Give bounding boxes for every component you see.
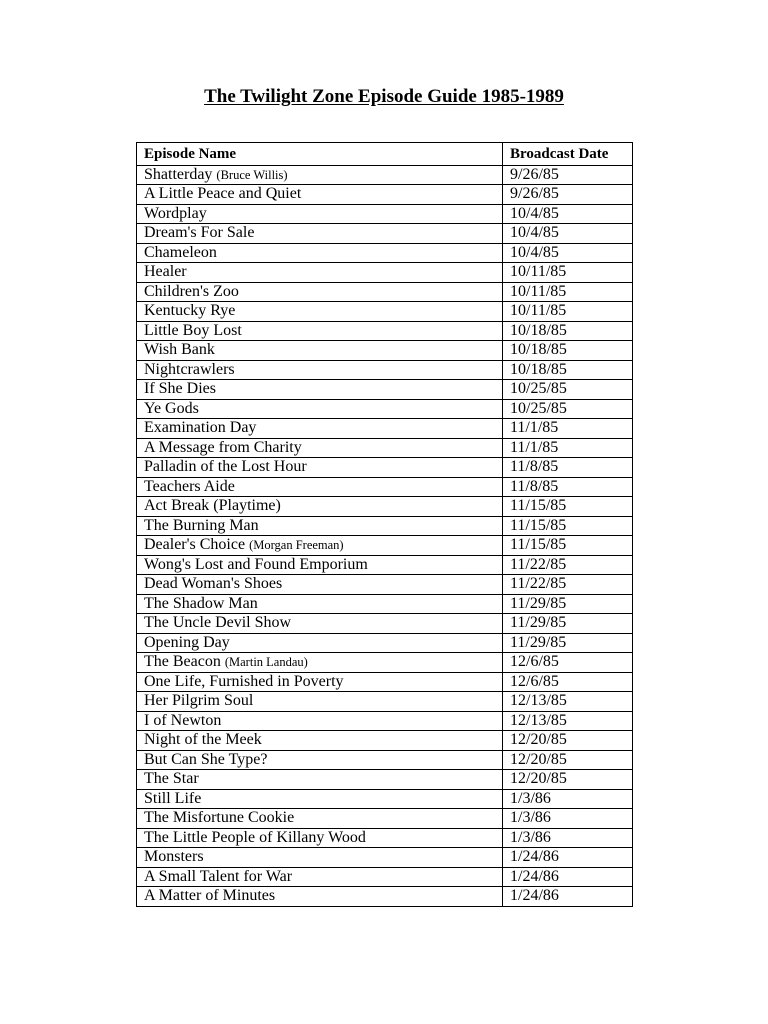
episode-name-cell [137, 380, 503, 400]
episode-name-cell [137, 516, 503, 536]
episode-name-cell [137, 848, 503, 868]
episode-name: Palladin of the Lost Hour [144, 458, 307, 475]
episode-name: Healer [144, 263, 187, 280]
episode-name: But Can She Type? [144, 750, 268, 768]
episode-name-cell [137, 653, 503, 673]
table-header-row [137, 143, 633, 166]
table-row [137, 555, 633, 575]
episode-name-cell [137, 614, 503, 634]
episode-name: Act Break (Playtime) [144, 497, 281, 514]
broadcast-date-cell: 1/3/86 [503, 789, 633, 809]
table-row [137, 692, 633, 712]
broadcast-date-cell: 11/15/85 [503, 516, 633, 536]
episode-name-cell [137, 497, 503, 517]
broadcast-date-cell: 11/8/85 [503, 477, 633, 497]
episode-name-cell [137, 165, 503, 185]
episode-name: A Matter of Minutes [144, 887, 276, 904]
episode-name: Ye Gods [144, 399, 199, 417]
table-row [137, 419, 633, 439]
episode-name: The Beacon [144, 653, 221, 670]
table-row [137, 516, 633, 536]
header-episode-name: Episode Name [137, 143, 503, 166]
broadcast-date-cell: 9/26/85 [503, 185, 633, 205]
episode-name: The Uncle Devil Show [144, 614, 292, 631]
episode-name-cell [137, 672, 503, 692]
episode-name: The Star [144, 770, 199, 787]
broadcast-date-cell: 10/18/85 [503, 360, 633, 380]
broadcast-date-cell: 1/24/86 [503, 848, 633, 868]
episode-name-cell [137, 633, 503, 653]
table-row [137, 399, 633, 419]
broadcast-date-cell: 11/8/85 [503, 458, 633, 478]
episode-name-cell [137, 770, 503, 790]
broadcast-date-cell: 10/11/85 [503, 282, 633, 302]
table-row [137, 887, 633, 907]
broadcast-date-cell: 1/24/86 [503, 867, 633, 887]
episode-name: A Little Peace and Quiet [144, 185, 302, 202]
episode-name-cell [137, 438, 503, 458]
episode-name: Monsters [144, 848, 204, 865]
table-row [137, 477, 633, 497]
broadcast-date-cell: 11/29/85 [503, 614, 633, 634]
broadcast-date-cell: 10/11/85 [503, 263, 633, 283]
broadcast-date-cell: 12/13/85 [503, 692, 633, 712]
episode-name: Nightcrawlers [144, 360, 235, 378]
episode-name: One Life, Furnished in Poverty [144, 672, 344, 690]
broadcast-date-cell: 11/1/85 [503, 419, 633, 439]
table-row [137, 614, 633, 634]
broadcast-date-cell: 1/3/86 [503, 809, 633, 829]
broadcast-date-cell: 11/22/85 [503, 575, 633, 595]
table-row [137, 789, 633, 809]
table-row [137, 731, 633, 751]
broadcast-date-cell: 11/15/85 [503, 497, 633, 517]
broadcast-date-cell: 11/1/85 [503, 438, 633, 458]
episode-name-cell [137, 399, 503, 419]
episode-name: Children's Zoo [144, 282, 239, 300]
episode-name-cell [137, 185, 503, 205]
broadcast-date-cell: 11/29/85 [503, 633, 633, 653]
table-row [137, 458, 633, 478]
table-row [137, 848, 633, 868]
table-row [137, 263, 633, 283]
broadcast-date-cell: 12/6/85 [503, 653, 633, 673]
table-row [137, 224, 633, 244]
table-row [137, 594, 633, 614]
table-row [137, 204, 633, 224]
broadcast-date-cell: 10/4/85 [503, 204, 633, 224]
episode-name-cell [137, 302, 503, 322]
episode-name-cell [137, 789, 503, 809]
broadcast-date-cell: 11/29/85 [503, 594, 633, 614]
table-row [137, 653, 633, 673]
table-row [137, 575, 633, 595]
episode-name: Wordplay [144, 204, 207, 222]
episode-name: The Burning Man [144, 516, 259, 534]
episode-name: Night of the Meek [144, 731, 262, 748]
table-row [137, 321, 633, 341]
table-row [137, 536, 633, 556]
broadcast-date-cell: 12/6/85 [503, 672, 633, 692]
broadcast-date-cell: 9/26/85 [503, 165, 633, 185]
episode-name: I of Newton [144, 711, 222, 729]
episode-name: Wong's Lost and Found Emporium [144, 555, 368, 573]
episode-name-cell [137, 477, 503, 497]
episode-name: The Misfortune Cookie [144, 809, 295, 826]
table-row [137, 672, 633, 692]
table-row [137, 497, 633, 517]
table-row [137, 380, 633, 400]
episode-name: Opening Day [144, 633, 230, 651]
episode-name: The Shadow Man [144, 594, 258, 612]
table-row [137, 438, 633, 458]
table-row [137, 828, 633, 848]
episode-name-cell [137, 867, 503, 887]
broadcast-date-cell: 12/13/85 [503, 711, 633, 731]
table-row [137, 165, 633, 185]
episode-name-cell [137, 575, 503, 595]
broadcast-date-cell: 10/18/85 [503, 321, 633, 341]
broadcast-date-cell: 10/11/85 [503, 302, 633, 322]
episode-name: A Message from Charity [144, 438, 302, 456]
episode-name: The Little People of Killany Wood [144, 828, 366, 846]
episode-name: A Small Talent for War [144, 867, 293, 885]
table-row [137, 750, 633, 770]
episode-name: Examination Day [144, 419, 257, 436]
episode-name-cell [137, 594, 503, 614]
episode-name-cell [137, 360, 503, 380]
episode-name: Little Boy Lost [144, 321, 242, 339]
episode-cast-note: (Martin Landau) [224, 655, 308, 669]
broadcast-date-cell: 1/3/86 [503, 828, 633, 848]
episode-name-cell [137, 750, 503, 770]
table-row [137, 360, 633, 380]
episode-name-cell [137, 321, 503, 341]
episode-name: Shatterday [144, 165, 213, 183]
episode-name: Still Life [144, 789, 202, 807]
episode-name-cell [137, 809, 503, 829]
episode-name-cell [137, 204, 503, 224]
episode-name: Chameleon [144, 243, 217, 261]
episode-name-cell [137, 282, 503, 302]
broadcast-date-cell: 10/25/85 [503, 380, 633, 400]
episode-name: If She Dies [144, 380, 216, 397]
episode-name: Dream's For Sale [144, 224, 255, 241]
table-row [137, 341, 633, 361]
episode-name-cell [137, 341, 503, 361]
broadcast-date-cell: 11/22/85 [503, 555, 633, 575]
broadcast-date-cell: 10/18/85 [503, 341, 633, 361]
episode-name: Wish Bank [144, 341, 215, 358]
broadcast-date-cell: 10/4/85 [503, 243, 633, 263]
episode-name-cell [137, 224, 503, 244]
episode-name-cell [137, 731, 503, 751]
episode-name-cell [137, 419, 503, 439]
episode-table [136, 142, 633, 907]
episode-cast-note: (Bruce Willis) [216, 167, 288, 182]
table-row [137, 282, 633, 302]
broadcast-date-cell: 10/25/85 [503, 399, 633, 419]
table-row [137, 711, 633, 731]
table-row [137, 809, 633, 829]
broadcast-date-cell: 12/20/85 [503, 731, 633, 751]
table-row [137, 302, 633, 322]
episode-name: Dead Woman's Shoes [144, 575, 283, 592]
table-row [137, 243, 633, 263]
broadcast-date-cell: 11/15/85 [503, 536, 633, 556]
header-broadcast-date: Broadcast Date [503, 143, 633, 166]
episode-name: Dealer's Choice [144, 536, 246, 553]
episode-rows [137, 165, 633, 906]
episode-name: Kentucky Rye [144, 302, 236, 319]
episode-cast-note: (Morgan Freeman) [249, 538, 344, 552]
episode-name: Her Pilgrim Soul [144, 692, 254, 709]
broadcast-date-cell: 1/24/86 [503, 887, 633, 907]
episode-name-cell [137, 692, 503, 712]
broadcast-date-cell: 10/4/85 [503, 224, 633, 244]
episode-name-cell [137, 887, 503, 907]
episode-name-cell [137, 711, 503, 731]
episode-name-cell [137, 263, 503, 283]
episode-name-cell [137, 536, 503, 556]
table-row [137, 185, 633, 205]
table-row [137, 867, 633, 887]
episode-name-cell [137, 555, 503, 575]
episode-name-cell [137, 458, 503, 478]
episode-name-cell [137, 243, 503, 263]
table-row [137, 770, 633, 790]
page-title: The Twilight Zone Episode Guide 1985-1989 [204, 86, 564, 107]
table-row [137, 633, 633, 653]
episode-name: Teachers Aide [144, 477, 235, 495]
broadcast-date-cell: 12/20/85 [503, 750, 633, 770]
episode-name-cell [137, 828, 503, 848]
broadcast-date-cell: 12/20/85 [503, 770, 633, 790]
